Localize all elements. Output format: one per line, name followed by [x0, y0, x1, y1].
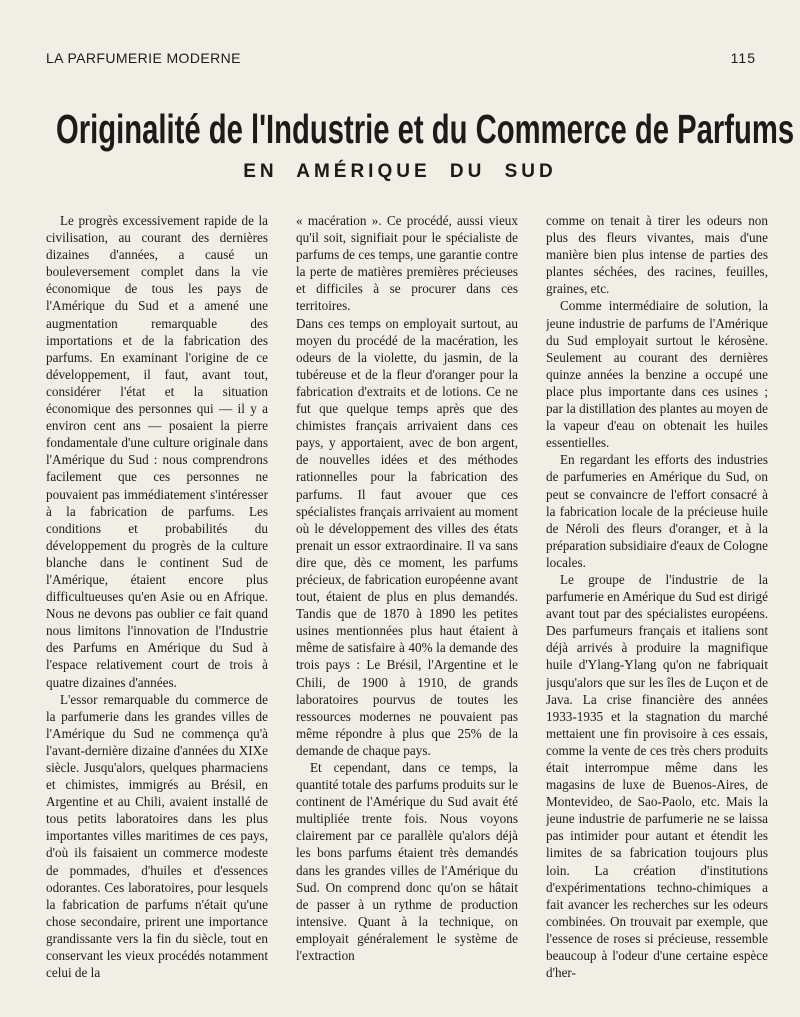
- paragraph: comme on tenait à tirer les odeurs non plus des fleurs vivantes, mais d'une manière bien plus intense de parties des plantes séchées, des racines, feuilles, graines, etc.: [546, 213, 768, 297]
- column-2: [296, 212, 518, 982]
- running-head: [46, 50, 756, 70]
- column-3: [546, 212, 768, 982]
- paragraph: Le groupe de l'industrie de la parfumerie en Amérique du Sud est dirigé avant tout par des spécialistes européens. Des parfumeurs français et italiens sont déjà arrivés à produire la magnifique huile d'Ylang-Ylang qu'on ne fabriquait jusqu'alors que sur les îles de Luçon et de Java. La crise financière des années 1933-1935 et la stagnation du marché mettaient une fin provisoire à ces essais, comme la vente de ces très chers produits était interrompue même dans les magasins de luxe de Buenos-Aires, de Montevideo, de Sao-Paolo, etc. Mais la jeune industrie de parfumerie ne se laissa pas intimider pour autant et étendit les limites de sa fabrication toujours plus loin. La création d'institutions d'expérimentations techno-chimiques a fait avancer les recherches sur les odeurs combinées. On trouvait par exemple, que l'essence de roses si précieuse, ressemble beaucoup à l'odeur d'une certaine espèce d'her-: [546, 571, 768, 981]
- article-body: [46, 212, 768, 982]
- paragraph: Le progrès excessivement rapide de la civilisation, au courant des dernières dizaines d'années, a causé un bouleversement complet dans la vie économique de tous les pays de l'Amérique du Sud et a amené une augmentation remarquable des importations et de la fabrication des parfums. En examinant l'origine de ce développement, il faut, avant tout, considérer l'état et la situation économique des personnes qui — il y a environ cent ans — posaient la pierre fondamentale d'une culture originale dans l'Amérique du Sud : nous comprendrons facilement que ces personnes ne pouvaient pas immédiatement s'intéresser à la fabrication de parfums. Les conditions et probabilités du développement du progrès de la culture blanche dans le continent Sud de l'Amérique, étaient encore plus difficultueuses qu'en Asie ou en Afrique. Nous ne devons pas oublier ce fait quand nous limitons l'innovation de l'Industrie des Parfums en Amérique du Sud à l'espace relativement court de trois à quatre dizaines d'années.: [46, 213, 268, 690]
- article-title: Originalité de l'Industrie et du Commerce de Parfums: [56, 107, 795, 153]
- paragraph: En regardant les efforts des industries de parfumeries en Amérique du Sud, on peut se convaincre de l'effort consacré à la fabrication locale de la précieuse huile de Néroli des fleurs d'oranger, et à la préparation subsidiaire d'eaux de Cologne locales.: [546, 452, 768, 570]
- paragraph: Dans ces temps on employait surtout, au moyen du procédé de la macération, les odeurs de la violette, du jasmin, de la tubéreuse et de la fleur d'oranger pour la fabrication d'extraits et de lotions. Ce ne fut que quelque temps après que des chimistes français arrivaient dans ces pays, y apportaient, avec de bon argent, de nouvelles idées et des méthodes rationnelles pour la fabrication des parfums. Il faut avouer que ces spécialistes français arrivaient au moment où le développement des villes des états prenait un essor extraordinaire. Il va sans dire que, dès ce moment, les parfums précieux, de fabrication européenne avant tout, étaient de plus en plus demandés. Tandis que de 1870 à 1890 les petites usines mentionnées plus haut étaient à même de satisfaire à 40% la demande des trois pays : Le Brésil, l'Argentine et le Chili, de 1900 à 1910, de grands laboratoires pourvus de toutes les ressources modernes ne pouvaient pas même répondre à plus que 25% de la demande de chaque pays.: [296, 315, 518, 758]
- paragraph: Et cependant, dans ce temps, la quantité totale des parfums produits sur le continent de l'Amérique du Sud avait été multipliée trente fois. Nous voyons clairement par ce parallèle qu'alors déjà les bons parfums étaient très demandés dans les grandes villes de l'Amérique du Sud. On comprend donc qu'on se hâtait de passer à un rythme de production intensive. Quant à la technique, on employait généralement le système de l'extraction: [296, 760, 518, 964]
- paragraph: Comme intermédiaire de solution, la jeune industrie de parfums de l'Amérique du Sud employait surtout le kérosène. Seulement au courant des dernières quinze années la benzine a occupé une place plus importante dans ces usines ; par la distillation des plantes au moyen de la vapeur d'eau on obtenait les huiles essentielles.: [546, 298, 768, 451]
- article-subtitle: EN AMÉRIQUE DU SUD: [243, 161, 557, 182]
- journal-title: LA PARFUMERIE MODERNE: [46, 50, 241, 66]
- column-1: [46, 212, 268, 982]
- page-number: 115: [730, 50, 756, 66]
- paragraph: L'essor remarquable du commerce de la parfumerie dans les grandes villes de l'Amérique du Sud ne commença qu'à l'avant-dernière dizaine d'années du XIXe siècle. Jusqu'alors, quelques pharmaciens et chimistes, immigrés au Brésil, en Argentine et au Chili, avaient installé de tous petits laboratoires dans les plus importantes villes maritimes de ces pays, d'où ils faisaient un commerce modeste de pommades, d'huiles et d'essences odorantes. Ces laboratoires, pour lesquels la fabrication de parfums n'était qu'une chose secondaire, prirent une importance grandissante vers la fin du siècle, tout en conservant les vieux procédés notamment celui de la: [46, 691, 268, 981]
- paragraph: « macération ». Ce procédé, aussi vieux qu'il soit, signifiait pour le spécialiste de parfums de ces temps, une garantie contre la perte de matières premières précieuses et difficiles à se procurer dans ces territoires.: [296, 213, 518, 314]
